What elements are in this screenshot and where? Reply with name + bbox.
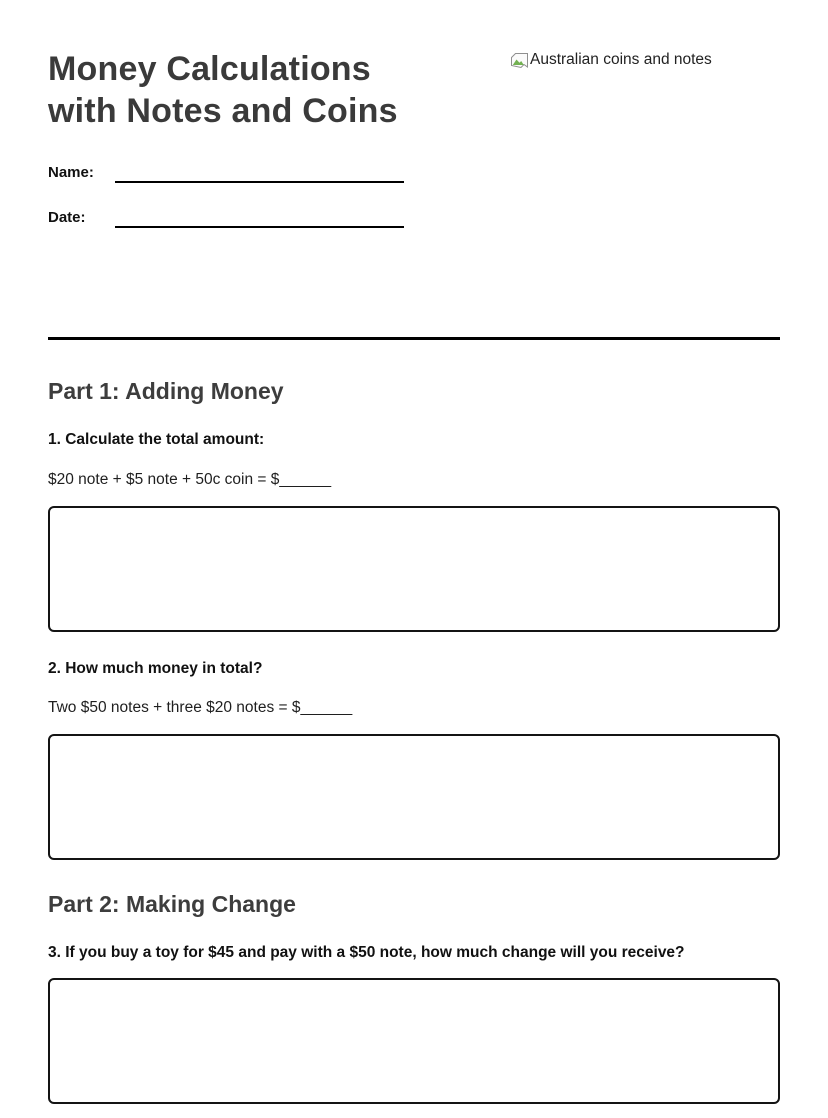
answer-box-question-1 — [48, 506, 780, 632]
date-label: Date: — [48, 209, 86, 226]
page-title-line-1: Money Calculations — [48, 50, 371, 88]
name-field-row — [48, 160, 780, 183]
broken-image-icon — [510, 52, 529, 69]
question-1-prompt: 1. Calculate the total amount: — [48, 431, 265, 448]
section-divider — [48, 337, 780, 340]
name-blank-line — [115, 181, 404, 183]
image-alt-text: Australian coins and notes — [530, 50, 712, 68]
question-2-prompt: 2. How much money in total? — [48, 660, 263, 677]
name-label: Name: — [48, 164, 94, 181]
section-heading-part-1: Part 1: Adding Money — [48, 378, 284, 404]
section-heading-part-2: Part 2: Making Change — [48, 891, 296, 917]
question-1-equation: $20 note + $5 note + 50c coin = $______ — [48, 471, 332, 488]
date-blank-line — [115, 226, 404, 228]
page-title-line-2: with Notes and Coins — [48, 92, 398, 130]
answer-box-question-3 — [48, 978, 780, 1104]
header-image-placeholder — [510, 50, 712, 69]
answer-box-question-2 — [48, 734, 780, 860]
question-3-prompt: 3. If you buy a toy for $45 and pay with a $50 note, how much change will you receive? — [48, 944, 685, 961]
date-field-row — [48, 205, 780, 228]
question-2-equation: Two $50 notes + three $20 notes = $______ — [48, 699, 353, 716]
